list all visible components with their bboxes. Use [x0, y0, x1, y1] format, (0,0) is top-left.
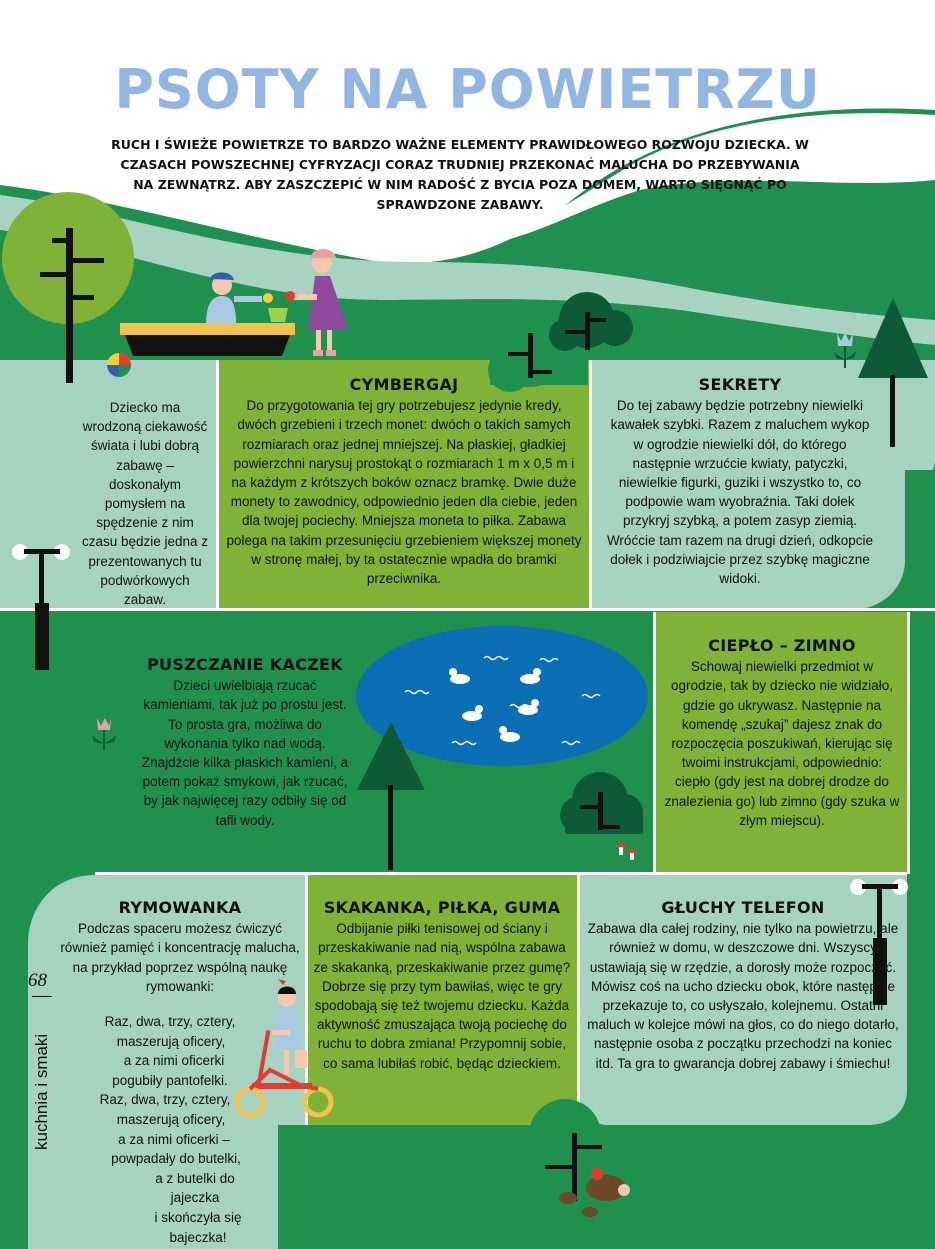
sekrety-text: Do tej zabawy będzie potrzebny niewielki kawałek szybki. Razem z maluchem wykop w ogrodzie niewielki dół, do którego następnie wrzućcie kwiaty, patyczki, niewielkie figurki, guziki i wszystko to, co podpowie wam wyobraźnia. Taki dołek przykryj szybką, a potem zasyp ziemią. Wróćcie tam razem na drugi dzień, odkopcie dołek i podziwiajcie przez szybkę magiczne widoki. [606, 398, 874, 587]
poem-line: a z butelki do jajeczka [155, 1170, 235, 1206]
cymbergaj-title: CYMBERGAJ [349, 375, 459, 394]
kaczki-title: PUSZCZANIE KACZEK [147, 655, 343, 674]
page-number: 68 [28, 970, 47, 991]
intro-text: RUCH I ŚWIEŻE POWIETRZE TO BARDZO WAŻNE ELEMENTY PRAWIDŁOWEGO ROZWOJU DZIECKA. W CZASACH POWSZECHNEJ CYFRYZACJI CORAZ TRUDNIEJ PRZEKONAĆ MALUCHA DO PRZEBYWANIA NA ZEWNĄTRZ. ABY ZASZCZEPIĆ W NIM RADOŚĆ Z BYCIA POZA DOMEM, WARTO SIĘGNĄĆ PO SPRAWDZONE ZABAWY. [111, 137, 809, 212]
intro-box [80, 398, 210, 609]
skakanka-text: Odbijanie piłki tenisowej od ściany i przeskakiwanie nad nią, wspólna zabawa ze skakanką, przeskakiwanie przez gumę? Dobrze się przy tym bawiłaś, więc te gry spodobają się też twojemu dziecku. Każda aktywność zmuszająca twoją pociechę do ruchu to dobra zmiana! Przypomnij sobie, co sama lubiłaś robić, będąc dzieckiem. [313, 921, 571, 1071]
sekrety-title: SEKRETY [698, 375, 782, 394]
kaczki-text: Dzieci uwielbiają rzucać kamieniami, tak już po prostu jest. To prosta gra, możliwa do wykonania tylko nad wodą. Znajdźcie kilka płaskich kamieni, a potem pokaż smykowi, jak rzucać, by jak najwięcej razy odbiły się od tafli wody. [141, 678, 349, 828]
poem-line: maszerują oficery, [116, 1033, 226, 1049]
sandbox [120, 323, 295, 335]
page-title: PSOTY NA POWIETRZU [114, 58, 821, 121]
rymowanka-box [60, 898, 300, 996]
poem-line: powpadały do butelki, [111, 1151, 241, 1167]
telefon-text: Zabawa dla całej rodziny, nie tylko na powietrzu, ale również w domu, w deszczowe dni. Wszyscy ustawiają się w rzędzie, a dorosły może rozpocząć. Mówisz coś na ucho dziecku obok, które następnie przekazuje to, co usłyszało, kolejnemu. Ostatni maluch w kolejce mówi na głos, co do niego dotarło, następnie osoba z początku przechodzi na koniec itd. Ta gra to gwarancja dobrej zabawy i śmiechu! [587, 921, 899, 1071]
poem-line: a za nimi oficerki – [118, 1131, 230, 1147]
poem-line: Raz, dwa, trzy, cztery, [104, 1014, 236, 1029]
page-number-rule [32, 996, 52, 997]
sekrety-box [604, 375, 876, 588]
intro-box-text: Dziecko ma wrodzoną ciekawość świata i lubi dobrą zabawę – doskonałym pomysłem na spędzenie z nim czasu będzie jedna z prezentowanych tu podwórkowych zabaw. [81, 400, 209, 608]
poem-line: i skończyła się bajeczka! [154, 1209, 242, 1245]
cieplo-title: CIEPŁO – ZIMNO [708, 636, 856, 655]
cieplo-text: Schowaj niewielki przedmiot w ogrodzie, tak by dziecko nie widziało, gdzie go ukrywasz. Następnie na komendę „szukaj” dajesz znak do rozpoczęcia poszukiwań, kierując się twoimi instrukcjami, odpowiednio: ciepło (gdy jest na dobrej drodze do znalezienia go) lub zimno (gdy szuka w złym miejscu). [664, 659, 900, 828]
poem-line: Raz, dwa, trzy, cztery, [99, 1092, 231, 1108]
cieplo-box [664, 636, 900, 830]
telefon-box [586, 898, 900, 1073]
skakanka-title: SKAKANKA, PIŁKA, GUMA [323, 898, 561, 917]
skakanka-box [312, 898, 572, 1073]
rymowanka-poem [80, 1012, 250, 1247]
poem-line: pogubiły pantofelki. [112, 1072, 228, 1088]
poem-line: maszerują oficery, [116, 1111, 226, 1127]
telefon-title: GŁUCHY TELEFON [661, 898, 825, 917]
kaczki-box [140, 655, 350, 830]
right-strip [905, 470, 935, 610]
rymowanka-text: Podczas spaceru możesz ćwiczyć również pamięć i koncentrację malucha, na przykład poprzez wspólną naukę rymowanki: [60, 921, 300, 994]
cymbergaj-box [226, 375, 582, 588]
poem-line: a za nimi oficerki [123, 1053, 225, 1069]
rymowanka-title: RYMOWANKA [118, 898, 242, 917]
cymbergaj-text: Do przygotowania tej gry potrzebujesz jedynie kredy, dwóch grzebieni i trzech monet: dwóch o takich samych rozmiarach oraz jednej mniejszej. Na płaskiej, gładkiej powierzchni narysuj prostokąt o rozmiarach 1 m x 0,5 m i na każdym z krótszych boków oznacz bramkę. Dwie duże monety to zawodnicy, odpowiednio jeden dla ciebie, jeden dla twojej pociechy. Mniejsza moneta to piłka. Zabawa polega na takim przesunięciu grzebieniem większej monety w stronę małej, by ta ostatecznie wpadła do bramki przeciwnika. [226, 398, 582, 587]
section-label: kuchnia i smaki [32, 1033, 51, 1150]
